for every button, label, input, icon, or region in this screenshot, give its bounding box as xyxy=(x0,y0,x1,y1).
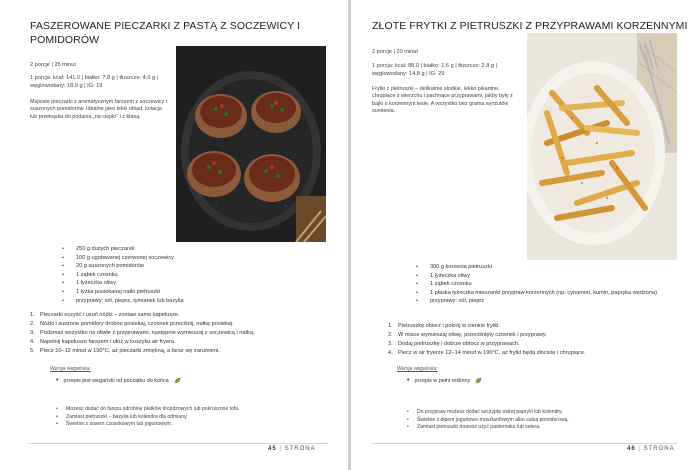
step-text: Napełnij kapelusze farszem i ułóż w koszyku air fryera. xyxy=(40,338,176,345)
step-number: 2. xyxy=(30,320,35,327)
footer-divider xyxy=(28,443,328,444)
ingredient-item: • przyprawy: sól, pieprz xyxy=(416,297,676,306)
vegan-version-label: Wersja wegańska: xyxy=(50,366,91,372)
page-number: 46 xyxy=(627,446,636,452)
ingredient-item: • 1 łyżeczka oliwy xyxy=(416,272,676,281)
page-label: STRONA xyxy=(284,446,316,452)
left-page xyxy=(0,0,348,470)
step-number: 1. xyxy=(388,323,393,329)
step-item xyxy=(388,322,678,331)
step-number: 3. xyxy=(388,340,393,347)
footer-separator: | xyxy=(279,446,282,452)
step-number: 4. xyxy=(30,338,35,345)
step-item xyxy=(30,311,330,320)
portions-time: 2 porcje | 25 minut xyxy=(30,62,76,68)
steps-list xyxy=(30,311,330,356)
step-item xyxy=(388,331,678,340)
ingredient-item: • 1 płaska łyżeczka mieszanki przypraw korzennych (np. cynamon, kumin, papryka wędzona) xyxy=(416,289,676,298)
tip-item: • Zamiast pietruszki – bazylia lub kolendra dla odmiany. xyxy=(56,414,326,422)
ingredient-item: • 1 łyżeczka oliwy xyxy=(62,279,322,288)
ingredient-item: • 1 ząbek czosnku xyxy=(416,280,676,289)
recipe-description: Mięsiste pieczarki z aromatycznym farszem z soczewicy i suszonych pomidorów. Idealne jako lekki obiad, kolacja lub przekąska do podania „na ciepło” i z klasą. xyxy=(30,99,167,120)
step-number: 2. xyxy=(388,331,393,338)
step-number: 1. xyxy=(30,312,35,318)
steps-list xyxy=(388,322,678,358)
step-item xyxy=(30,347,330,356)
nutrition-info: 1 porcja: kcal: 141.0 | białko: 7.8 g | tłuszcze: 4.0 g | węglowodany: 18.9 g | IG: 19 xyxy=(30,75,159,90)
vegan-version-text: przepis jest wegański od początku do końca xyxy=(63,377,169,384)
step-number: 3. xyxy=(30,329,35,336)
ingredient-item: • przyprawy: sól, pieprz, tymianek lub bazylia xyxy=(62,297,322,306)
portions-time: 2 porcje | 20 minut xyxy=(372,49,418,55)
step-number: 4. xyxy=(388,349,393,356)
ingredient-item: • 20 g suszonych pomidorów xyxy=(62,262,322,271)
step-text: Podsmaż wszystko na oliwie z przyprawami, następnie wymieszaj z soczewicą i natką. xyxy=(40,329,255,336)
page-footer xyxy=(268,446,316,452)
tip-item: • Możesz dodać do farszu odrobinę płatków drożdżowych lub pokruszone tofu. xyxy=(56,406,326,414)
step-item xyxy=(30,338,330,347)
ingredient-item: • 1 ząbek czosnku xyxy=(62,271,322,280)
recipe-photo-parsnip-fries xyxy=(527,33,677,260)
right-page xyxy=(351,0,699,470)
recipe-description: Frytki z pietruszki – delikatnie słodkie, lekko pikantne, chrupiące z wierzchu i pachnące przyprawami, jakby były z bajki o korzennym lesie. A wszystko bez grama wyrzutów sumienia. xyxy=(372,86,513,115)
step-text: Pieczarki oczyść i usuń nóżki – zostaw same kapelusze. xyxy=(40,312,180,318)
vegan-version-item xyxy=(56,377,181,384)
step-item xyxy=(388,340,678,349)
tip-item: • Do przypraw możesz dodać szczyptę ostrej papryki lub kolendry. xyxy=(407,409,677,417)
step-item xyxy=(30,320,330,329)
tips-list xyxy=(56,406,326,429)
ingredient-item: • 300 g korzenia pietruszki xyxy=(416,263,676,272)
step-text: Pietruszkę obierz i pokrój w cienkie frytki. xyxy=(398,323,500,329)
leaf-icon xyxy=(475,377,482,384)
ingredient-item: • 250 g dużych pieczarek xyxy=(62,245,322,254)
tip-item: • Świetne z sosem czosnkowym lub jogurtowym. xyxy=(56,421,326,429)
vegan-version-label: Wersja wegańska: xyxy=(397,366,438,372)
recipe-title: FASZEROWANE PIECZARKI Z PASTĄ Z SOCZEWICY I POMIDORÓW xyxy=(30,20,301,46)
tip-item: • Świetne z dipem jogurtowo-musztardowym albo salsą pomidorową. xyxy=(407,417,677,425)
nutrition-info: 1 porcja: kcal: 88.0 | białko: 1.6 g | tłuszcze: 2.8 g | węglowodany: 14.8 g | IG: 29 xyxy=(372,63,498,78)
step-text: Piecz 10–12 minut w 190°C, aż pieczarki zmiękną, a farsz się zarumieni. xyxy=(40,347,220,354)
page-footer xyxy=(627,446,675,452)
recipe-photo-mushrooms xyxy=(176,46,326,242)
tips-list xyxy=(407,409,677,432)
ingredient-item: • 1 łyżka posiekanej natki pietruszki xyxy=(62,288,322,297)
ingredients-list xyxy=(62,245,322,305)
tip-item: • Zamiast pietruszki możesz użyć pasternaku lub selera. xyxy=(407,424,677,432)
step-item xyxy=(388,349,678,358)
step-text: Piecz w air fryerze 12–14 minut w 190°C, aż frytki będą złociste i chrupiące. xyxy=(398,349,586,356)
step-text: W misce wymieszaj oliwę, przeciśnięty czosnek i przyprawy. xyxy=(398,331,547,338)
bullet-icon: • xyxy=(407,377,410,384)
step-text: Nóżki i suszone pomidory drobno posiekaj, czosnek przeciśnij, natkę posiekaj. xyxy=(40,320,234,327)
leaf-icon xyxy=(174,377,181,384)
step-number: 5. xyxy=(30,347,35,354)
page-number: 45 xyxy=(268,446,277,452)
footer-divider xyxy=(371,443,677,444)
vegan-version-text: przepis w pełni roślinny xyxy=(414,377,471,384)
ingredients-list xyxy=(416,263,676,306)
step-item xyxy=(30,329,330,338)
step-text: Dodaj pietruszkę i dobrze obtocz w przyprawach. xyxy=(398,340,520,347)
bullet-icon: • xyxy=(56,377,59,384)
page-label: STRONA xyxy=(643,446,675,452)
ingredient-item: • 100 g ugotowanej czerwonej soczewicy xyxy=(62,254,322,263)
vegan-version-item xyxy=(407,377,482,384)
footer-separator: | xyxy=(638,446,641,452)
recipe-title: ZŁOTE FRYTKI Z PIETRUSZKI Z PRZYPRAWAMI KORZENNYMI xyxy=(372,20,688,32)
